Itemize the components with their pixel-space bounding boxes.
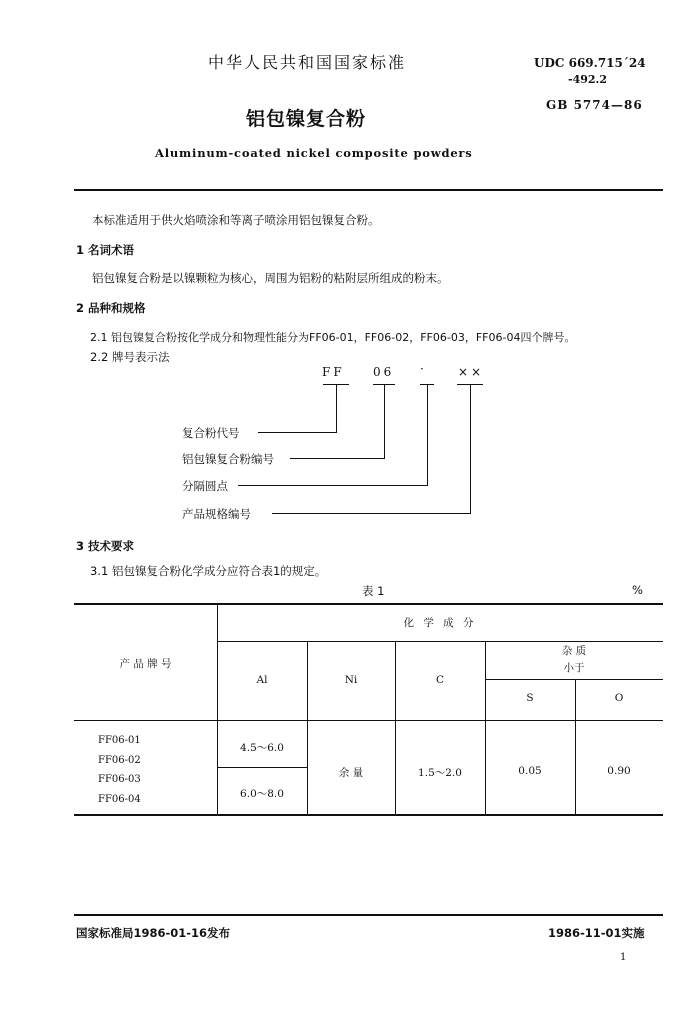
- al-range-1: 4.5～6.0: [240, 742, 284, 754]
- code-part-06: 06: [373, 365, 395, 379]
- section-2-1-text: 2.1 铝包镍复合粉按化学成分和物理性能分为FF06-01，FF06-02，FF06-03，FF06-04四个牌号。: [90, 331, 576, 344]
- issuing-authority: 中华人民共和国国家标准: [208, 53, 407, 72]
- section-1-heading: 1 名词术语: [76, 243, 135, 257]
- o-max: 0.90: [607, 765, 631, 777]
- document-title-chinese: 铝包镍复合粉: [246, 108, 367, 130]
- bracket-line: [290, 458, 385, 459]
- label-composite-number: 铝包镍复合粉编号: [182, 452, 274, 466]
- section-2-heading: 2 品种和规格: [76, 301, 146, 315]
- header-c: C: [435, 674, 445, 686]
- product-grade: FF06-02: [98, 755, 141, 766]
- table-col-rule: [217, 604, 218, 815]
- table-caption: 表 1: [362, 584, 385, 598]
- scope-paragraph: 本标准适用于供火焰喷涂和等离子喷涂用铝包镍复合粉。: [92, 213, 380, 227]
- s-max: 0.05: [518, 765, 542, 777]
- bracket-line: [427, 384, 428, 486]
- code-part-xx: ××: [458, 365, 485, 379]
- bracket-line: [258, 432, 337, 433]
- table-rule: [485, 679, 663, 680]
- table-rule: [217, 641, 663, 642]
- header-less-than: 小于: [563, 662, 585, 674]
- header-rule: [74, 189, 663, 191]
- table-col-rule: [307, 641, 308, 815]
- table-top-rule: [74, 603, 663, 605]
- label-separator-dot: 分隔圆点: [182, 479, 228, 493]
- c-range: 1.5～2.0: [418, 767, 462, 779]
- page-number: 1: [620, 952, 627, 963]
- header-s: S: [526, 692, 534, 704]
- gb-standard-number: GB 5774—86: [546, 98, 643, 112]
- section-2-2-text: 2.2 牌号表示法: [90, 350, 170, 364]
- header-chemical-composition: 化 学 成 分: [403, 617, 477, 629]
- udc-number: UDC 669.715´24: [534, 56, 646, 70]
- issue-date: 国家标准局1986-01-16发布: [76, 926, 231, 940]
- table-unit: %: [632, 583, 643, 597]
- table-rule: [217, 767, 307, 768]
- code-part-ff: FF: [322, 365, 345, 379]
- header-al: Al: [256, 674, 268, 686]
- header-o: O: [614, 692, 624, 704]
- document-title-english: Aluminum-coated nickel composite powders: [155, 146, 473, 160]
- bracket-line: [470, 384, 471, 514]
- bracket-line: [384, 384, 385, 459]
- label-spec-number: 产品规格编号: [182, 507, 251, 521]
- product-grade: FF06-04: [98, 794, 141, 805]
- udc-number-continued: -492.2: [568, 73, 608, 86]
- header-impurity: 杂 质: [561, 645, 587, 657]
- header-product-grade: 产 品 牌 号: [119, 658, 172, 670]
- header-ni: Ni: [344, 674, 358, 686]
- table-col-rule: [395, 641, 396, 815]
- section-3-heading: 3 技术要求: [76, 539, 135, 553]
- effective-date: 1986-11-01实施: [548, 926, 645, 940]
- bracket-line: [238, 485, 428, 486]
- footer-rule: [74, 914, 663, 916]
- bracket-line: [272, 513, 471, 514]
- code-part-dot: ·: [420, 362, 427, 376]
- label-powder-code: 复合粉代号: [182, 426, 240, 440]
- section-1-text: 铝包镍复合粉是以镍颗粒为核心，周围为铝粉的粘附层所组成的粉末。: [92, 271, 449, 285]
- bracket-line: [336, 384, 337, 433]
- ni-balance: 余 量: [338, 767, 364, 779]
- section-3-1-text: 3.1 铝包镍复合粉化学成分应符合表1的规定。: [90, 564, 327, 578]
- al-range-2: 6.0～8.0: [240, 788, 284, 800]
- product-grade: FF06-03: [98, 774, 141, 785]
- product-grade: FF06-01: [98, 735, 141, 746]
